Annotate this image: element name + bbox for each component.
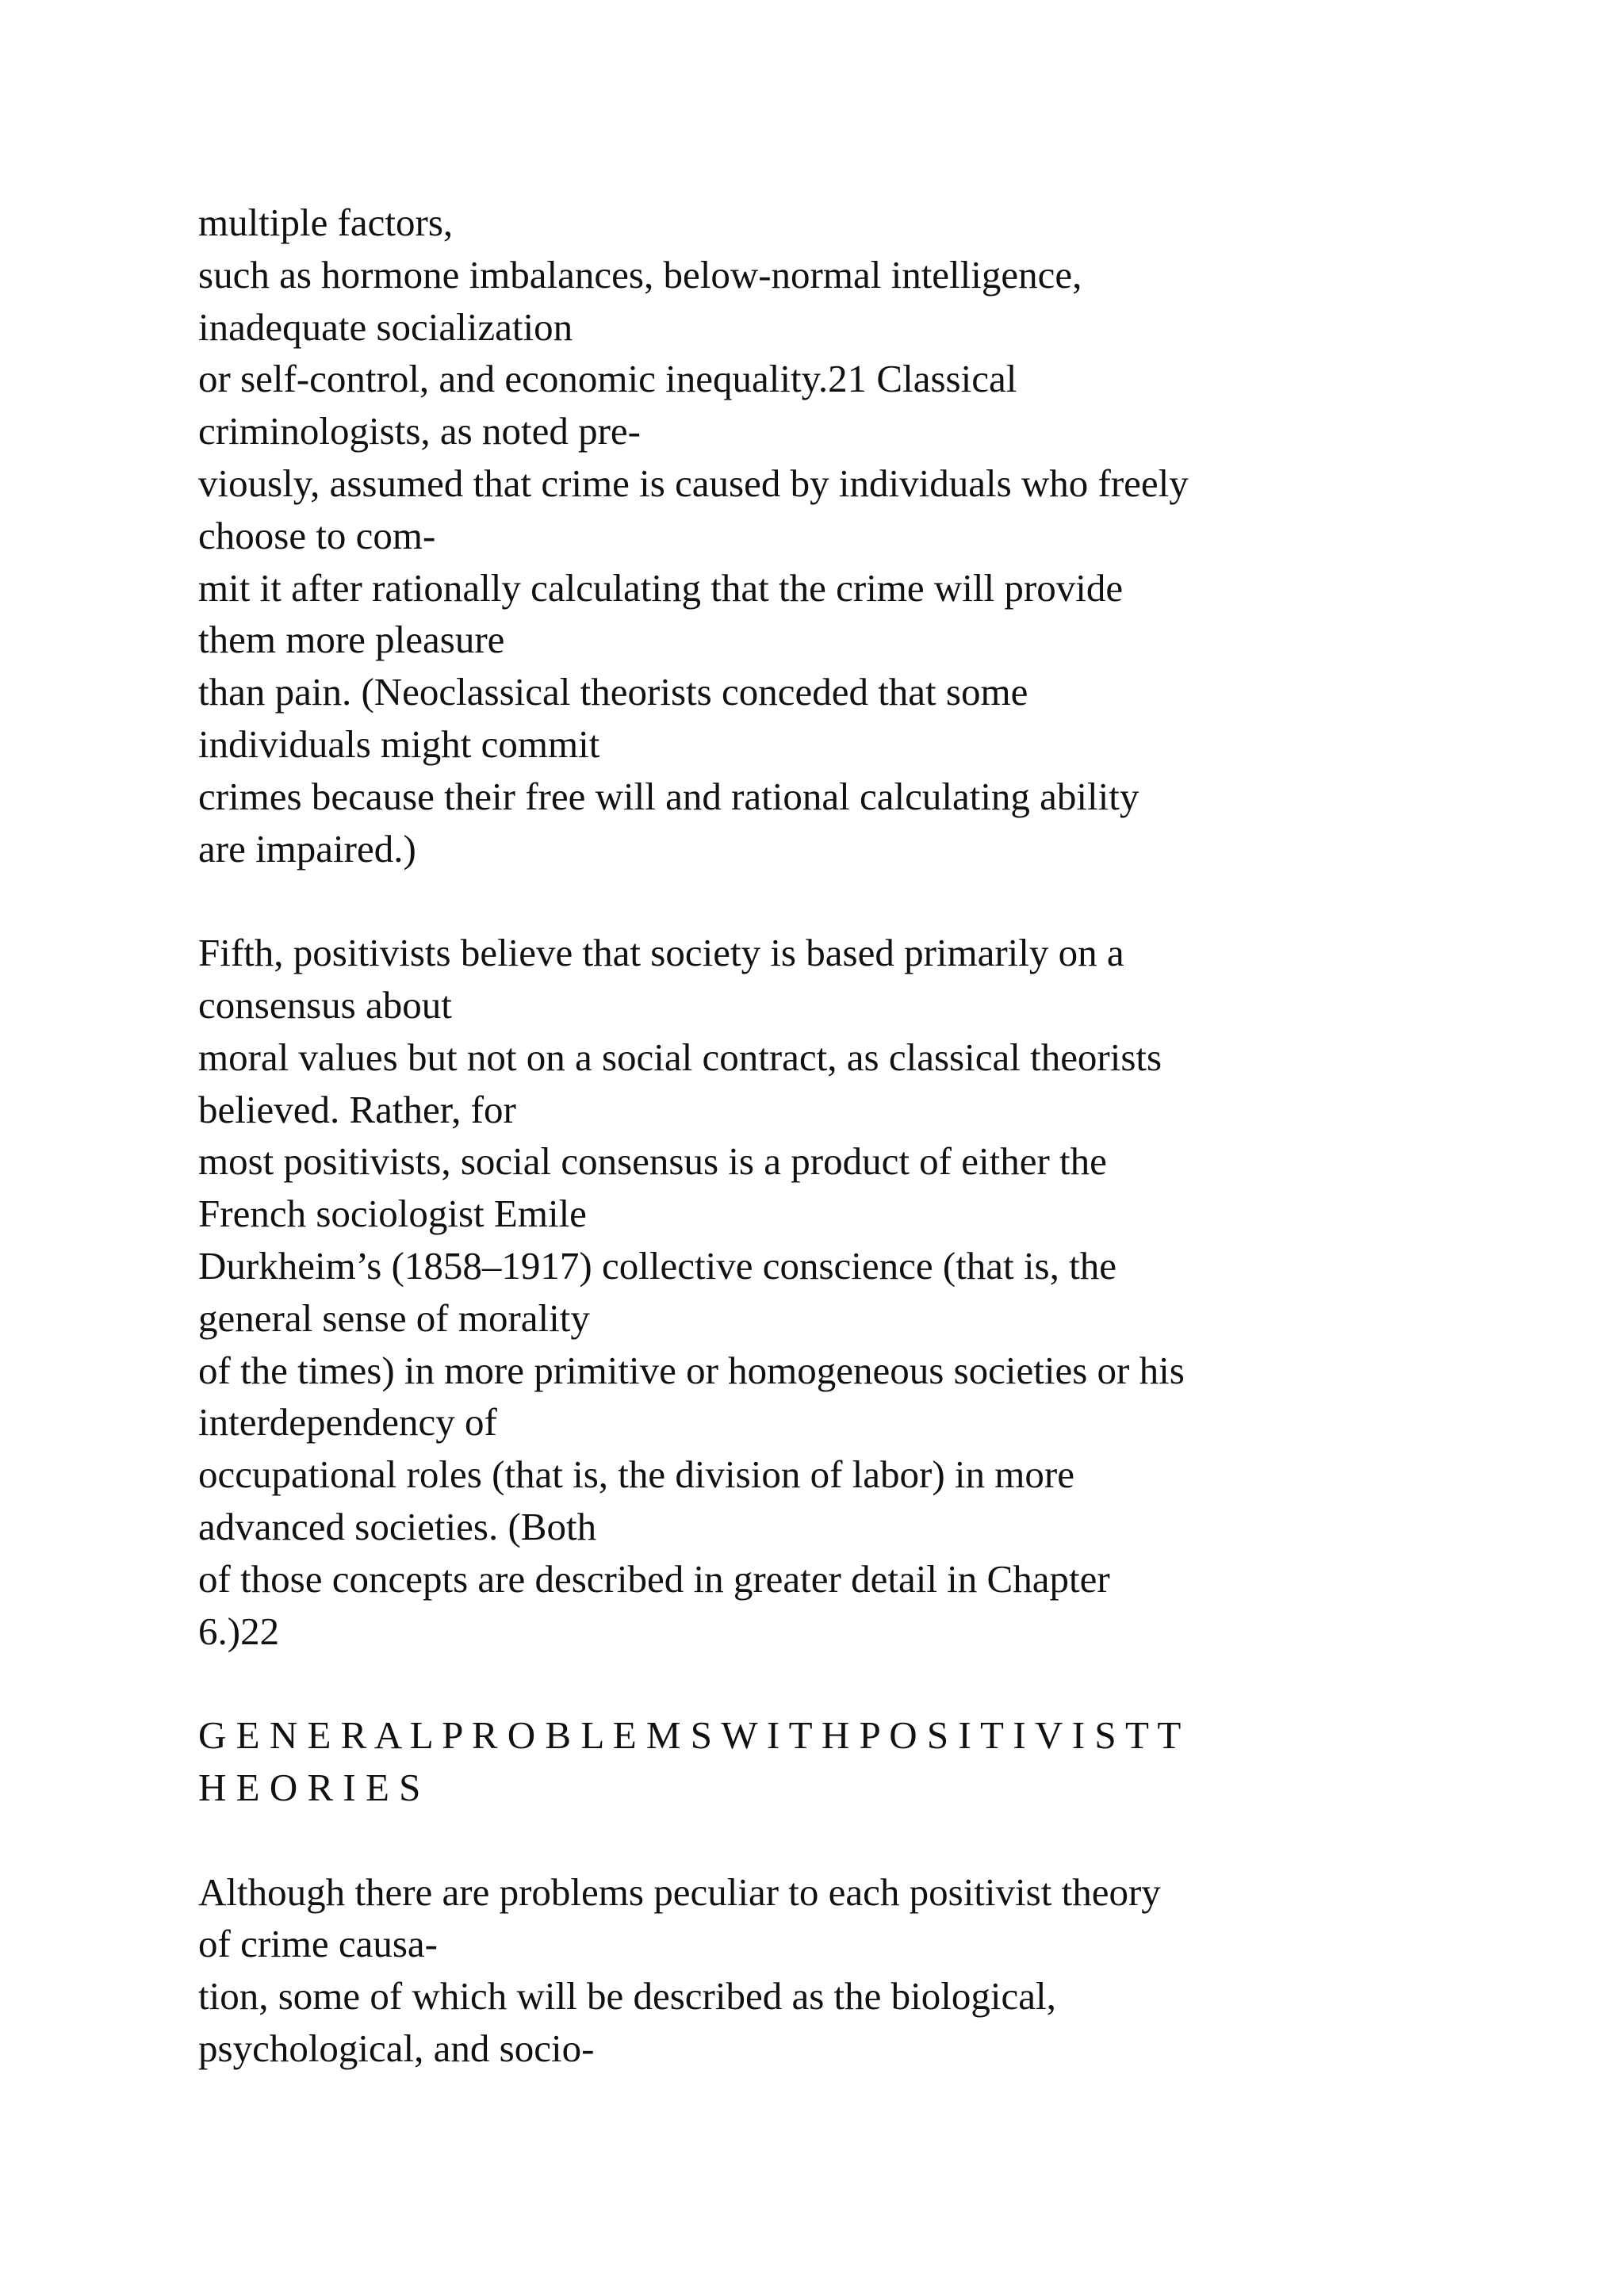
text-line: are impaired.) — [198, 826, 416, 871]
text-line: them more pleasure — [198, 618, 505, 662]
text-line: interdependency of — [198, 1400, 497, 1445]
text-line: occupational roles (that is, the division of labor) in more — [198, 1452, 1074, 1497]
paragraph-fifth-positivists — [198, 927, 1546, 1657]
paragraph-although-problems — [198, 1866, 1546, 2075]
paragraph-multiple-factors — [198, 197, 1546, 874]
heading-line: H E O R I E S — [198, 1765, 421, 1809]
text-line: believed. Rather, for — [198, 1087, 516, 1131]
text-line: of crime causa- — [198, 1922, 438, 1966]
paragraph-spacer — [198, 874, 1546, 927]
text-line: of those concepts are described in greater detail in Chapter — [198, 1556, 1110, 1601]
text-line: multiple factors, — [198, 201, 454, 244]
text-line: or self-control, and economic inequality.21 Classical — [198, 357, 1017, 401]
text-line: general sense of morality — [198, 1295, 590, 1340]
text-line: 6.)22 — [198, 1609, 280, 1653]
text-line: crimes because their free will and rational calculating ability — [198, 774, 1139, 818]
heading-line: G E N E R A L P R O B L E M S W I T H P O S I T I V I S T T — [198, 1713, 1182, 1758]
text-line: Durkheim’s (1858–1917) collective conscience (that is, the — [198, 1243, 1116, 1288]
text-line: viously, assumed that crime is caused by individuals who freely — [198, 461, 1189, 505]
text-line: inadequate socialization — [198, 304, 573, 349]
text-line: Fifth, positivists believe that society is based primarily on a — [198, 931, 1124, 975]
text-line: criminologists, as noted pre- — [198, 409, 641, 453]
text-line: French sociologist Emile — [198, 1192, 587, 1236]
paragraph-spacer — [198, 1657, 1546, 1709]
text-line: than pain. (Neoclassical theorists conceded that some — [198, 670, 1028, 714]
section-heading — [198, 1709, 1546, 1814]
text-line: such as hormone imbalances, below-normal intelligence, — [198, 252, 1082, 297]
text-line: mit it after rationally calculating that the crime will provide — [198, 565, 1124, 610]
text-line: choose to com- — [198, 513, 436, 557]
document-text — [198, 197, 1546, 2075]
text-line: of the times) in more primitive or homogeneous societies or his — [198, 1348, 1185, 1392]
text-line: consensus about — [198, 982, 452, 1027]
text-line: Although there are problems peculiar to each positivist theory — [198, 1869, 1161, 1914]
paragraph-spacer — [198, 1814, 1546, 1866]
text-line: individuals might commit — [198, 721, 600, 766]
text-line: advanced societies. (Both — [198, 1504, 597, 1548]
text-line: psychological, and socio- — [198, 2026, 595, 2070]
text-line: most positivists, social consensus is a product of either the — [198, 1139, 1107, 1184]
text-line: moral values but not on a social contract, as classical theorists — [198, 1035, 1162, 1079]
text-line: tion, some of which will be described as the biological, — [198, 1974, 1056, 2019]
